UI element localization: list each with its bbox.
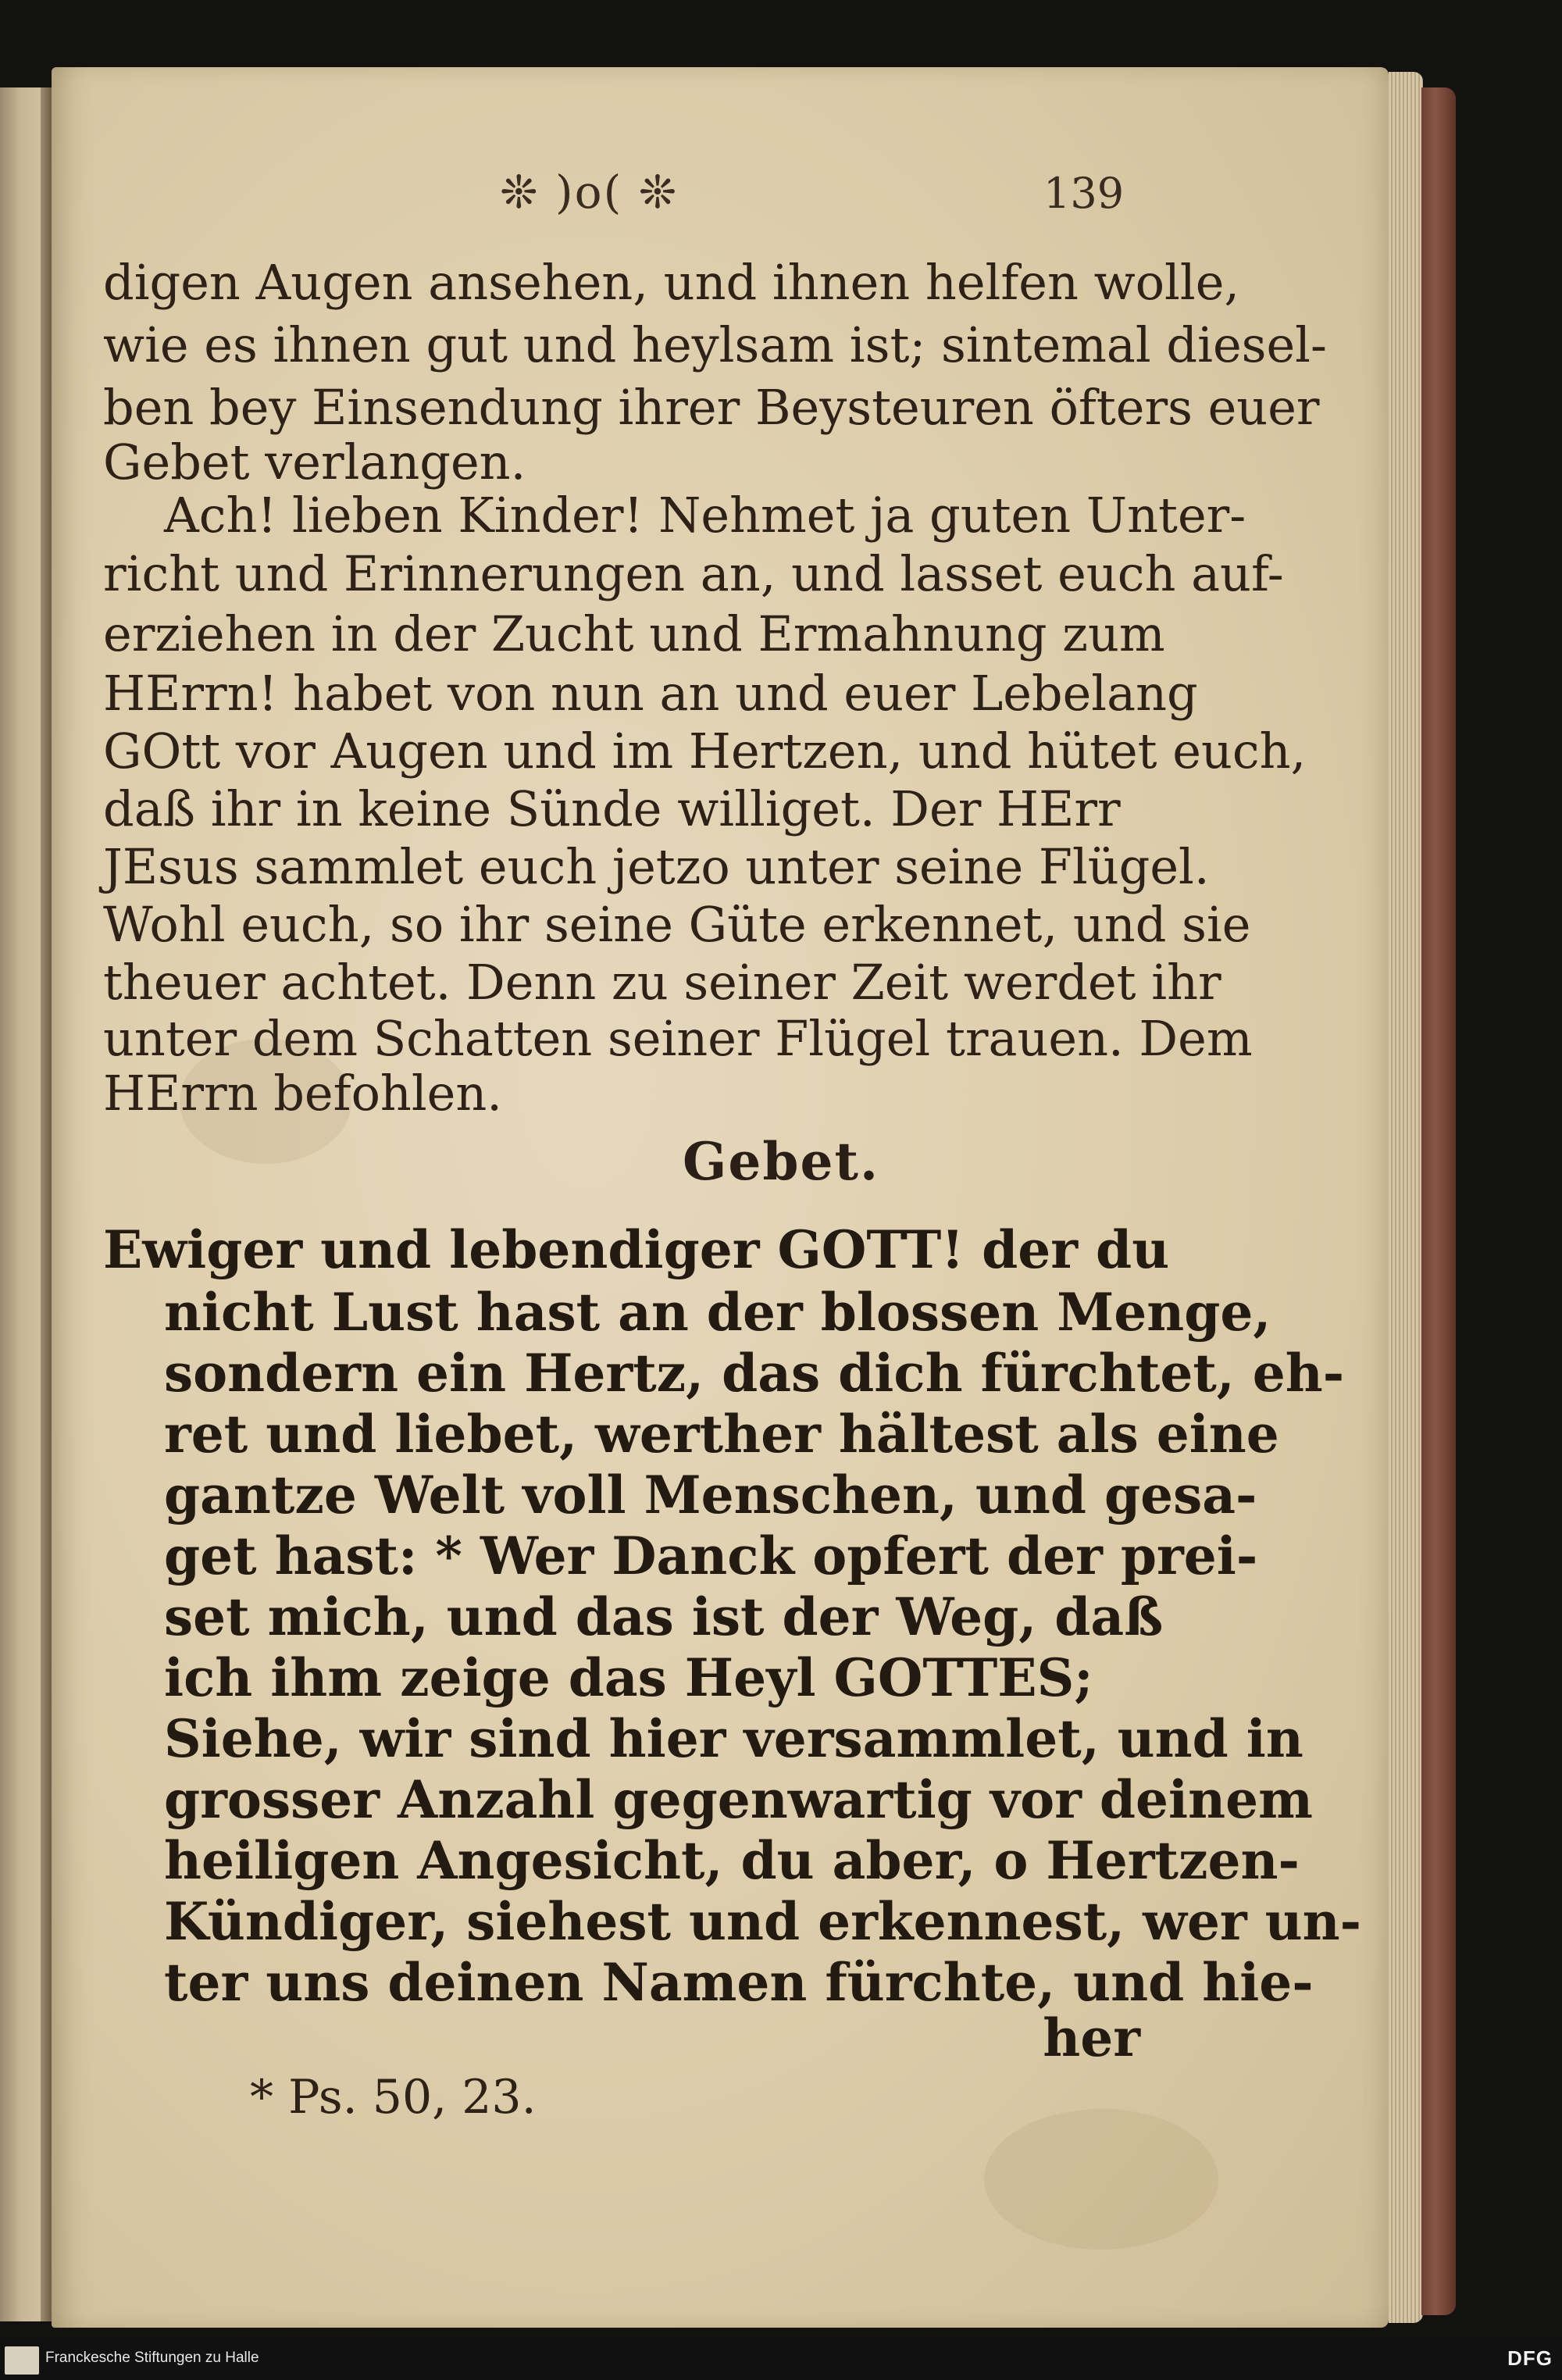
body-line: HErrn! habet von nun an und euer Lebelang bbox=[103, 665, 1198, 722]
page-header bbox=[0, 166, 1562, 220]
prayer-line: ter uns deinen Namen fürchte, und hie- bbox=[164, 1952, 1314, 2013]
body-line: wie es ihnen gut und heylsam ist; sintemal diesel- bbox=[103, 316, 1327, 373]
body-line: Ach! lieben Kinder! Nehmet ja guten Unter- bbox=[164, 487, 1246, 544]
prayer-line: set mich, und das ist der Weg, daß bbox=[164, 1586, 1164, 1647]
prayer-line: get hast: * Wer Danck opfert der prei- bbox=[164, 1525, 1258, 1586]
prayer-line: grosser Anzahl gegenwartig vor deinem bbox=[164, 1769, 1313, 1830]
body-line: JEsus sammlet euch jetzo unter seine Flügel. bbox=[103, 838, 1210, 895]
body-line: unter dem Schatten seiner Flügel trauen. Dem bbox=[103, 1010, 1253, 1067]
prayer-line: ret und liebet, werther hältest als eine bbox=[164, 1404, 1279, 1465]
body-line: richt und Erinnerungen an, und lasset euch auf- bbox=[103, 545, 1284, 602]
body-line: erziehen in der Zucht und Ermahnung zum bbox=[103, 605, 1165, 662]
body-line: digen Augen ansehen, und ihnen helfen wolle, bbox=[103, 254, 1240, 311]
dfg-logo: DFG bbox=[1507, 2346, 1553, 2370]
body-line: Wohl euch, so ihr seine Güte erkennet, und sie bbox=[103, 896, 1251, 953]
body-line: ben bey Einsendung ihrer Beysteuren öfters euer bbox=[103, 379, 1320, 436]
prayer-line: gantze Welt voll Menschen, und gesa- bbox=[164, 1465, 1257, 1525]
body-line: theuer achtet. Denn zu seiner Zeit werdet ihr bbox=[103, 954, 1221, 1011]
prayer-line: ich ihm zeige das Heyl GOTTES; bbox=[164, 1647, 1093, 1708]
prayer-line: Kündiger, siehest und erkennest, wer un- bbox=[164, 1891, 1362, 1952]
body-line: HErrn befohlen. bbox=[103, 1065, 502, 1122]
footnote: * Ps. 50, 23. bbox=[250, 2070, 537, 2125]
body-line: GOtt vor Augen und im Hertzen, und hütet euch, bbox=[103, 723, 1307, 780]
section-heading: Gebet. bbox=[683, 1131, 879, 1192]
body-line: Gebet verlangen. bbox=[103, 434, 526, 491]
header-ornament: ❊ )o( ❊ bbox=[500, 166, 679, 219]
footer-institution: Franckesche Stiftungen zu Halle bbox=[45, 2350, 259, 2366]
left-page-gutter bbox=[41, 87, 52, 2321]
paper-stain bbox=[984, 2109, 1218, 2250]
prayer-line: sondern ein Hertz, das dich fürchtet, eh- bbox=[164, 1343, 1345, 1404]
prayer-line: heiligen Angesicht, du aber, o Hertzen- bbox=[164, 1830, 1300, 1891]
book-cover-edge bbox=[1421, 87, 1456, 2315]
prayer-line: Siehe, wir sind hier versammlet, und in bbox=[164, 1708, 1303, 1769]
page-number: 139 bbox=[1043, 169, 1125, 218]
page-stack-edge bbox=[1389, 72, 1423, 2323]
library-logo-icon bbox=[5, 2346, 39, 2375]
body-line: daß ihr in keine Sünde williget. Der HErr bbox=[103, 780, 1121, 837]
catchword: her bbox=[1043, 2007, 1140, 2068]
prayer-line: Ewiger und lebendiger GOTT! der du bbox=[103, 1219, 1170, 1280]
prayer-line: nicht Lust hast an der blossen Menge, bbox=[164, 1282, 1271, 1343]
